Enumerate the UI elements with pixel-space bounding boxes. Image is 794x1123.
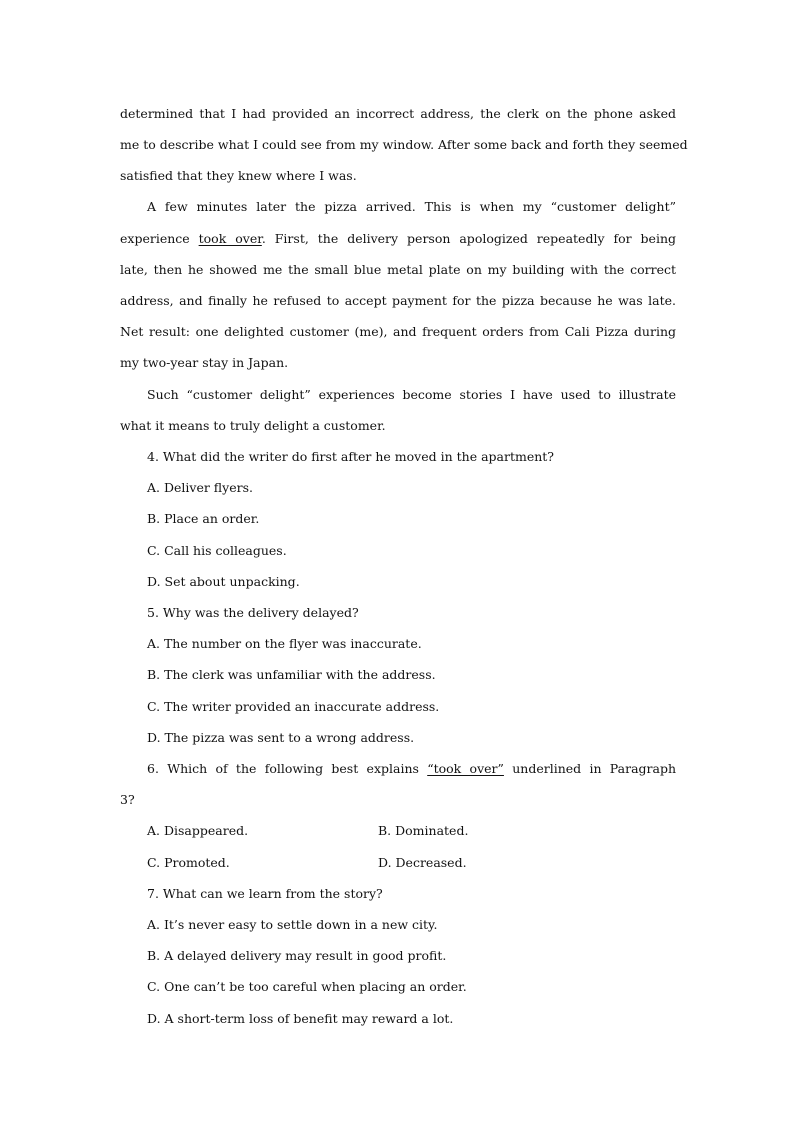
answer-option: D. Decreased. <box>378 855 467 870</box>
answer-option: C. Promoted. <box>147 855 230 870</box>
answer-option: D. The pizza was sent to a wrong address. <box>147 730 415 745</box>
answer-option: C. Call his colleagues. <box>147 543 287 558</box>
underlined-phrase: “took over” <box>427 761 504 776</box>
passage-line: my two-year stay in Japan. <box>120 355 289 370</box>
passage-line: A few minutes later the pizza arrived. This is when my “customer delight” <box>147 199 676 214</box>
answer-option: A. Deliver flyers. <box>147 480 253 495</box>
question-stem <box>147 761 676 777</box>
answer-option: B. Dominated. <box>378 823 469 838</box>
answer-option: A. Disappeared. <box>147 823 249 838</box>
passage-line <box>120 231 676 247</box>
passage-line: satisfied that they knew where I was. <box>120 168 357 183</box>
question-text: underlined in Paragraph <box>503 761 676 776</box>
answer-option: A. It’s never easy to settle down in a new city. <box>147 917 438 932</box>
answer-option: B. Place an order. <box>147 511 260 526</box>
answer-option: C. The writer provided an inaccurate address. <box>147 699 440 714</box>
question-stem: 5. Why was the delivery delayed? <box>147 605 359 620</box>
answer-option: C. One can’t be too careful when placing an order. <box>147 979 467 994</box>
question-stem-wrap: 3? <box>120 792 135 807</box>
passage-text: experience <box>120 231 199 246</box>
passage-line: determined that I had provided an incorrect address, the clerk on the phone asked <box>120 106 676 121</box>
answer-option: B. A delayed delivery may result in good profit. <box>147 948 447 963</box>
passage-line: late, then he showed me the small blue metal plate on my building with the correct <box>120 262 676 277</box>
answer-option: D. A short-term loss of benefit may reward a lot. <box>147 1011 454 1026</box>
passage-text: . First, the delivery person apologized repeatedly for being <box>261 231 676 246</box>
passage-line: Net result: one delighted customer (me), and frequent orders from Cali Pizza during <box>120 324 676 339</box>
underlined-phrase: took over <box>198 231 262 246</box>
passage-line: Such “customer delight” experiences become stories I have used to illustrate <box>147 387 676 402</box>
question-stem: 4. What did the writer do first after he moved in the apartment? <box>147 449 555 464</box>
passage-line: address, and finally he refused to accept payment for the pizza because he was late. <box>120 293 676 308</box>
answer-option: D. Set about unpacking. <box>147 574 300 589</box>
question-stem: 7. What can we learn from the story? <box>147 886 383 901</box>
passage-line: what it means to truly delight a customer. <box>120 418 386 433</box>
answer-option: B. The clerk was unfamiliar with the address. <box>147 667 436 682</box>
passage-line: me to describe what I could see from my window. After some back and forth they seemed <box>120 137 688 152</box>
answer-option: A. The number on the flyer was inaccurate. <box>147 636 422 651</box>
question-text: 6. Which of the following best explains <box>147 761 428 776</box>
